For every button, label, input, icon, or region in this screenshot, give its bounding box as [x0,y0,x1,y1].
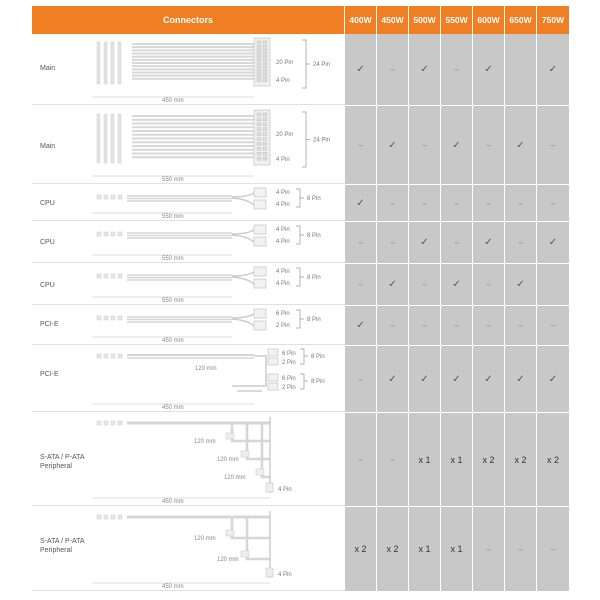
value-cell [505,507,537,591]
total-pin-label: 8 Pin [307,317,321,323]
table-row [32,106,569,185]
table-row [32,346,569,413]
value-cell [377,507,409,591]
value-cell [345,306,377,345]
value-cell [473,306,505,345]
length-label: 550 mm [162,214,184,220]
check-icon: ✓ [516,139,525,151]
sub-length-label: 120 mm [217,457,239,463]
check-icon: ✓ [356,197,365,209]
total-pin-label: 8 Pin [307,275,321,281]
wattage-header: 550W [441,6,473,34]
value-cell [409,34,441,105]
value-cell [441,34,473,105]
table-row [32,34,569,106]
value-cell [441,346,473,412]
cable-diagram [32,306,345,346]
pin-label: 6 Pin [282,351,296,357]
cable-diagram [32,507,345,592]
dash-icon: – [454,321,459,330]
dash-icon: – [390,321,395,330]
wattage-header: 400W [345,6,377,34]
value-cell [505,346,537,412]
pin-label: 4 Pin [278,487,292,493]
pin-label: 20 Pin [276,60,294,66]
value-cell [473,222,505,263]
connector-label: S-ATA / P-ATA Peripheral [40,454,85,470]
pin-label: 4 Pin [276,157,290,163]
pin-label: 4 Pin [276,227,290,233]
cable-diagram [32,222,345,264]
value-cell [537,222,569,263]
pin-label: 4 Pin [276,202,290,208]
value-cell [377,185,409,221]
table-row [32,413,569,507]
dash-icon: – [486,280,491,289]
count-value: x 2 [354,544,367,554]
check-icon: ✓ [388,139,397,151]
cable-diagram [32,346,345,413]
dash-icon: – [454,198,459,208]
total-pin-label: 8 Pin [311,379,325,385]
value-cell [473,106,505,184]
connector-cell [32,106,345,184]
pin-label: 4 Pin [276,269,290,275]
pin-label: 4 Pin [278,572,292,578]
value-cell [409,346,441,412]
dash-icon: – [358,455,363,464]
value-cell [441,106,473,184]
sub-length-label: 120 mm [194,536,216,542]
count-value: x 1 [418,454,431,465]
count-value: x 2 [514,454,527,465]
sub-length-label: 120 mm [195,366,217,372]
connector-cell [32,222,345,263]
check-icon: ✓ [452,373,461,385]
dash-icon: – [550,544,556,554]
table-row [32,185,569,222]
value-cell [345,106,377,184]
connector-label: CPU [40,200,55,207]
dash-icon: – [518,544,523,554]
value-cell [473,264,505,305]
check-icon: ✓ [420,64,429,75]
sub-length-label: 120 mm [194,439,216,445]
cable-diagram [32,106,345,185]
pin-label: 2 Pin [282,360,296,366]
check-icon: ✓ [548,373,558,385]
cable-diagram [32,413,345,507]
connector-label: S-ATA / P-ATA Peripheral [40,538,85,554]
value-cell [505,264,537,305]
value-cell [505,222,537,263]
connector-label: CPU [40,282,55,289]
dash-icon: – [358,280,363,289]
table-row [32,264,569,306]
total-pin-label: 8 Pin [311,354,325,360]
value-cell [441,185,473,221]
dash-icon: – [550,140,556,150]
value-cell [537,413,569,506]
connector-label: Main [40,143,56,150]
connector-table [32,34,569,592]
value-cell [409,507,441,591]
value-cell [377,106,409,184]
value-cell [409,306,441,345]
check-icon: ✓ [484,373,493,385]
dash-icon: – [486,198,491,208]
pin-label: 4 Pin [276,78,290,84]
check-icon: ✓ [516,279,525,290]
check-icon: ✓ [548,64,558,75]
pin-label: 20 Pin [276,132,294,138]
dash-icon: – [486,140,491,150]
connector-label: PCI-E [40,371,59,378]
pin-label: 2 Pin [282,385,296,391]
dash-icon: – [390,65,395,74]
dash-icon: – [422,198,427,208]
dash-icon: – [518,198,523,208]
check-icon: ✓ [420,373,429,385]
wattage-header: 750W [537,6,569,34]
value-cell [345,185,377,221]
value-cell [537,346,569,412]
value-cell [473,185,505,221]
value-cell [345,222,377,263]
dash-icon: – [486,321,491,330]
length-label: 550 mm [162,256,184,262]
value-cell [409,222,441,263]
check-icon: ✓ [356,64,365,75]
value-cell [473,346,505,412]
table-row [32,306,569,346]
value-cell [441,306,473,345]
connector-cell [32,306,345,345]
length-label: 550 mm [162,177,184,183]
dash-icon: – [422,140,427,150]
value-cell [345,264,377,305]
dash-icon: – [550,198,556,208]
value-cell [345,507,377,591]
value-cell [409,264,441,305]
pin-label: 6 Pin [282,376,296,382]
value-cell [473,413,505,506]
value-cell [505,34,537,105]
dash-icon: – [422,280,427,289]
value-cell [441,413,473,506]
dash-icon: – [422,321,427,330]
cable-diagram [32,264,345,306]
value-cell [409,106,441,184]
length-label: 450 mm [162,338,184,344]
wattage-header: 500W [409,6,441,34]
sub-length-label: 120 mm [224,475,246,481]
check-icon: ✓ [484,237,493,248]
dash-icon: – [550,321,556,330]
value-cell [345,34,377,105]
dash-icon: – [390,238,395,247]
check-icon: ✓ [452,279,461,290]
pin-label: 4 Pin [276,239,290,245]
pin-label: 2 Pin [276,323,290,329]
connector-cell [32,264,345,305]
value-cell [537,264,569,305]
value-cell [377,34,409,105]
wattage-header: 650W [505,6,537,34]
check-icon: ✓ [356,320,365,331]
check-icon: ✓ [548,237,558,248]
value-cell [377,306,409,345]
value-cell [473,507,505,591]
count-value: x 2 [482,454,495,465]
connector-label: Main [40,65,56,72]
count-value: x 1 [450,544,463,554]
value-cell [377,222,409,263]
total-pin-label: 24 Pin [313,62,331,68]
check-icon: ✓ [420,237,429,248]
dash-icon: – [358,238,363,247]
connector-cell [32,507,345,591]
connector-cell [32,346,345,412]
dash-icon: – [358,374,363,384]
connector-cell [32,34,345,105]
connector-cell [32,185,345,221]
value-cell [537,306,569,345]
connector-label: PCI-E [40,321,59,328]
pin-label: 4 Pin [276,190,290,196]
total-pin-label: 8 Pin [307,233,321,239]
value-cell [537,34,569,105]
wattage-header: 450W [377,6,409,34]
value-cell [441,264,473,305]
count-value: x 1 [450,454,463,465]
wattage-header: 600W [473,6,505,34]
count-value: x 1 [418,544,431,554]
check-icon: ✓ [484,64,493,75]
value-cell [441,222,473,263]
dash-icon: – [390,198,395,208]
value-cell [505,413,537,506]
length-label: 450 mm [162,584,184,590]
sub-length-label: 120 mm [217,557,239,563]
cable-diagram [32,34,345,106]
dash-icon: – [390,455,395,464]
value-cell [537,106,569,184]
length-label: 450 mm [162,405,184,411]
dash-icon: – [486,544,491,554]
check-icon: ✓ [452,139,461,151]
length-label: 450 mm [162,499,184,505]
value-cell [537,185,569,221]
table-row [32,222,569,264]
pin-label: 4 Pin [276,281,290,287]
table-header [32,6,569,34]
value-cell [345,346,377,412]
value-cell [505,185,537,221]
connector-label: CPU [40,239,55,246]
total-pin-label: 8 Pin [307,196,321,202]
table-row [32,507,569,592]
dash-icon: – [518,321,523,330]
check-icon: ✓ [388,279,397,290]
value-cell [441,507,473,591]
value-cell [409,185,441,221]
dash-icon: – [358,140,363,150]
value-cell [377,413,409,506]
length-label: 450 mm [162,98,184,104]
check-icon: ✓ [388,373,397,385]
value-cell [409,413,441,506]
connectors-header: Connectors [32,6,345,34]
pin-label: 6 Pin [276,311,290,317]
check-icon: ✓ [516,373,525,385]
dash-icon: – [454,65,459,74]
total-pin-label: 24 Pin [313,137,331,144]
connector-cell [32,413,345,506]
count-value: x 2 [386,544,399,554]
value-cell [377,264,409,305]
dash-icon: – [518,238,523,247]
value-cell [537,507,569,591]
cable-diagram [32,185,345,222]
value-cell [377,346,409,412]
dash-icon: – [454,238,459,247]
value-cell [345,413,377,506]
value-cell [505,106,537,184]
value-cell [473,34,505,105]
count-value: x 2 [546,454,559,465]
length-label: 550 mm [162,298,184,304]
value-cell [505,306,537,345]
